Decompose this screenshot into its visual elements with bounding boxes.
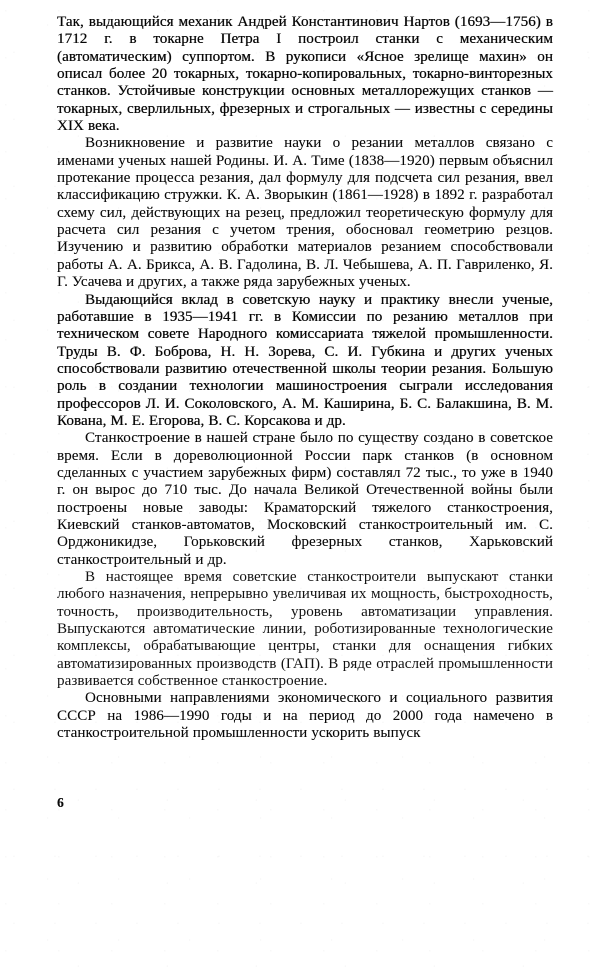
text-column bbox=[57, 14, 553, 742]
page-number: 6 bbox=[57, 795, 64, 810]
paragraph-2: Возникновение и развитие науки о резании металлов связано с именами ученых нашей Родины. И. А. Тиме (1838—1920) первым объяснил протекание процесса резания, дал формулу для подсчета сил резания, ввел классификацию стружки. К. А. Зворыкин (1861—1928) в 1892 г. разработал схему сил, действующих на резец, предложил теоретическую формулу для расчета сил резания с учетом трения, обосновал геометрию резцов. Изучению и развитию обработки материалов резанием способствовали работы А. А. Брикса, А. В. Гадолина, В. Л. Чебышева, А. П. Гавриленко, Я. Г. Усачева и других, а также ряда зарубежных ученых. bbox=[57, 135, 553, 291]
paragraph-1: Так, выдающийся механик Андрей Константинович Нартов (1693—1756) в 1712 г. в токарне Петра I построил станки с механическим (автоматическим) суппортом. В рукописи «Ясное зрелище махин» он описал более 20 токарных, токарно-копировальных, токарно-винторезных станков. Устойчивые конструкции основных металлорежущих станков — токарных, сверлильных, фрезерных и строгальных — известны с середины XIX века. bbox=[57, 14, 553, 135]
paragraph-6: Основными направлениями экономического и социального развития СССР на 1986—1990 годы и на период до 2000 года намечено в станкостроительной промышленности ускорить выпуск bbox=[57, 690, 553, 742]
paragraph-4: Станкостроение в нашей стране было по существу создано в советское время. Если в дореволюционной России парк станков (в основном сделанных с участием зарубежных фирм) составлял 72 тыс., то уже в 1940 г. он вырос до 710 тыс. До начала Великой Отечественной войны были построены новые заводы: Краматорский тяжелого станкостроения, Киевский станков-автоматов, Московский станкостроительный им. С. Орджоникидзе, Горьковский фрезерных станков, Харьковский станкостроительный и др. bbox=[57, 430, 553, 568]
paragraph-3: Выдающийся вклад в советскую науку и практику внесли ученые, работавшие в 1935—1941 гг. в Комиссии по резанию металлов при техническом совете Народного комиссариата тяжелой промышленности. Труды В. Ф. Боброва, Н. Н. Зорева, С. И. Губкина и других ученых способствовали развитию отечественной школы теории резания. Большую роль в создании технологии машиностроения сыграли исследования профессоров Л. И. Соколовского, А. М. Каширина, Б. С. Балакшина, В. М. Кована, М. Е. Егорова, В. С. Корсакова и др. bbox=[57, 291, 553, 429]
paragraph-5: В настоящее время советские станкостроители выпускают станки любого назначения, непрерывно увеличивая их мощность, быстроходность, точность, производительность, уровень автоматизации управления. Выпускаются автоматические линии, роботизированные технологические комплексы, обрабатывающие центры, станки для оснащения гибких автоматизированных производств (ГАП). В ряде отраслей промышленности развивается собственное станкостроение. bbox=[57, 569, 553, 690]
